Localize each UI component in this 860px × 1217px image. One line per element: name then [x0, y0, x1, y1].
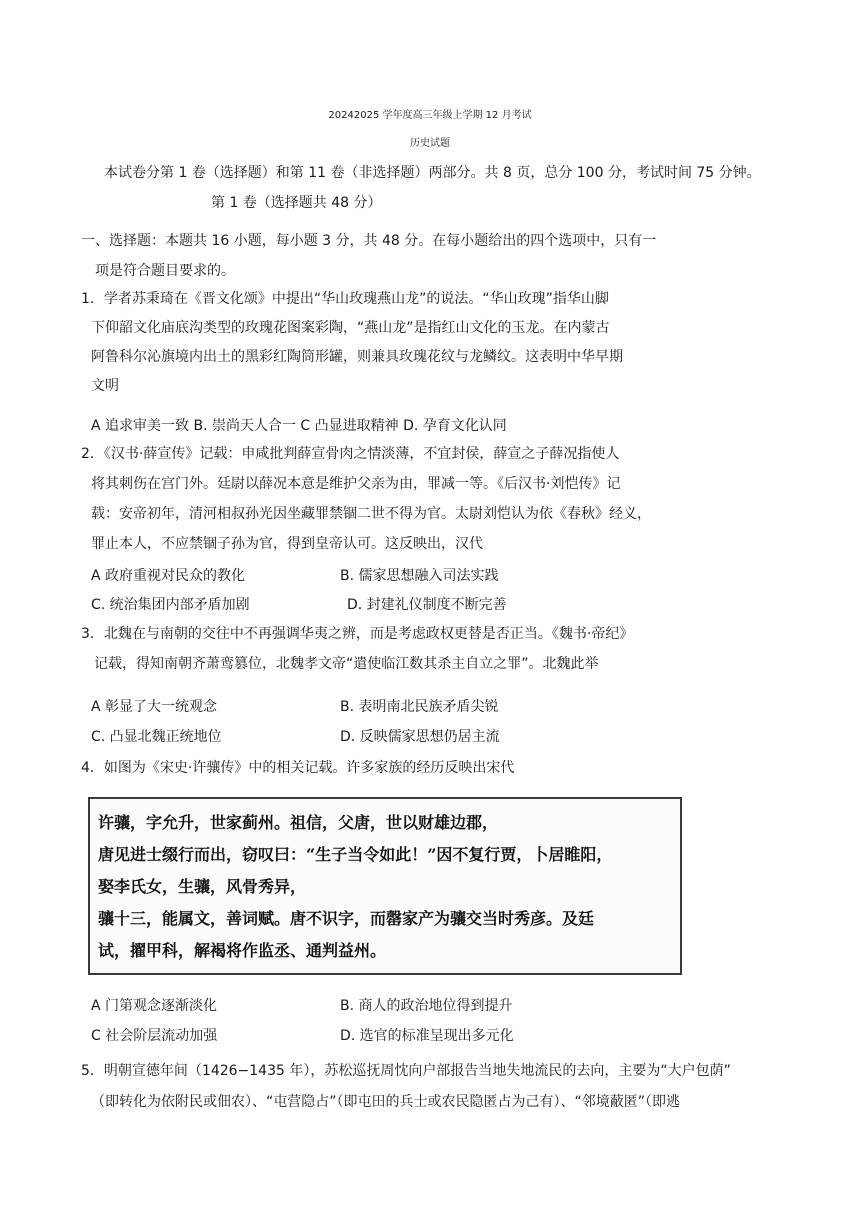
part1-heading: 第 1 卷（选择题共 48 分）	[211, 195, 382, 211]
q2-stem-line: 将其刺伤在宫门外。廷尉以薛况本意是维护父亲为由，罪减一等。《后汉书·刘恺传》记	[91, 476, 621, 492]
q4-option-d: D. 选官的标准呈现出多元化	[340, 1028, 514, 1044]
q2-option-b: B. 儒家思想融入司法实践	[340, 568, 499, 584]
q3-option-c: C. 凸显北魏正统地位	[91, 729, 222, 745]
q5-stem-line: （即转化为依附民或佃农）、“屯营隐占”（即屯田的兵士或农民隐匿占为己有）、“邻境蔽匿”（即逃	[91, 1094, 681, 1110]
excerpt-line: 许骧，字允升，世家蓟州。祖信，父唐，世以财雄边郡，	[98, 813, 499, 832]
q5-stem-line: 5．明朝宣德年间（1426−1435 年），苏松巡抚周忱向户部报告当地失地流民的去向，主要为“大户包荫”	[81, 1063, 731, 1079]
q2-option-a: A 政府重视对民众的教化	[91, 568, 246, 584]
q3-stem-line: 3．北魏在与南朝的交往中不再强调华夷之辨，而是考虑政权更替是否正当。《魏书·帝纪》	[81, 626, 634, 642]
exam-subject: 历史试题	[410, 138, 450, 149]
excerpt-line: 娶李氏女，生骧，风骨秀异，	[98, 877, 307, 896]
q2-option-c: C. 统治集团内部矛盾加剧	[91, 597, 250, 613]
section-heading-cont: 项是符合题目要求的。	[95, 263, 235, 279]
q2-stem-line: 2．《汉书·薛宣传》记载：申咸批判薛宣骨肉之情淡薄，不宜封侯，薛宣之子薛况指使人	[81, 446, 620, 462]
q1-stem-line: 1．学者苏秉琦在《晋文化颂》中提出“华山玫瑰燕山龙”的说法。“华山玫瑰”指华山脚	[81, 291, 609, 307]
q3-option-a: A 彰显了大一统观念	[91, 699, 218, 715]
q4-stem: 4．如图为《宋史·许骧传》中的相关记载。许多家族的经历反映出宋代	[81, 760, 515, 776]
section-heading: 一、选择题：本题共 16 小题，每小题 3 分，共 48 分。在每小题给出的四个选项中，只有一	[81, 233, 657, 249]
excerpt-line: 唐见进士缀行而出，窃叹曰：“生子当令如此！”因不复行贾，卜居睢阳，	[98, 845, 613, 864]
exam-intro: 本试卷分第 1 卷（选择题）和第 11 卷（非选择题）两部分。共 8 页，总分 100 分，考试时间 75 分钟。	[104, 165, 761, 181]
q4-excerpt-figure	[88, 797, 682, 975]
excerpt-line: 骧十三，能属文，善词赋。唐不识字，而罄家产为骧交当时秀彦。及廷	[98, 909, 595, 928]
q4-option-b: B. 商人的政治地位得到提升	[340, 998, 513, 1014]
q4-option-c: C 社会阶层流动加强	[91, 1028, 218, 1044]
q3-option-d: D. 反映儒家思想仍居主流	[340, 729, 500, 745]
q1-stem-line: 阿鲁科尔沁旗境内出土的黑彩红陶筒形罐，则兼具玫瑰花纹与龙鳞纹。这表明中华早期	[91, 349, 623, 365]
q1-stem-line: 下仰韶文化庙底沟类型的玫瑰花图案彩陶，“燕山龙”是指红山文化的玉龙。在内蒙古	[91, 320, 610, 336]
q1-stem-line: 文明	[91, 378, 119, 394]
q2-stem-line: 载：安帝初年，清河相叔孙光因坐藏罪禁锢二世不得为官。太尉刘恺认为依《春秋》经义，	[91, 506, 651, 522]
q1-options: A 追求审美一致 B. 崇尚天人合一 C 凸显进取精神 D. 孕育文化认同	[91, 418, 507, 434]
q3-option-b: B. 表明南北民族矛盾尖锐	[340, 699, 499, 715]
q3-stem-line: 记载，得知南朝齐萧鸾篡位，北魏孝文帝“遣使临江数其杀主自立之罪”。北魏此举	[94, 656, 599, 672]
q4-option-a: A 门第观念逐渐淡化	[91, 998, 218, 1014]
q2-option-d: D. 封建礼仪制度不断完善	[347, 597, 507, 613]
excerpt-line: 试，擢甲科，解褐将作监丞、通判益州。	[98, 941, 387, 960]
exam-title: 20242025 学年度高三年级上学期 12 月考试	[328, 110, 532, 121]
q2-stem-line: 罪止本人，不应禁锢子孙为官，得到皇帝认可。这反映出，汉代	[91, 536, 483, 552]
